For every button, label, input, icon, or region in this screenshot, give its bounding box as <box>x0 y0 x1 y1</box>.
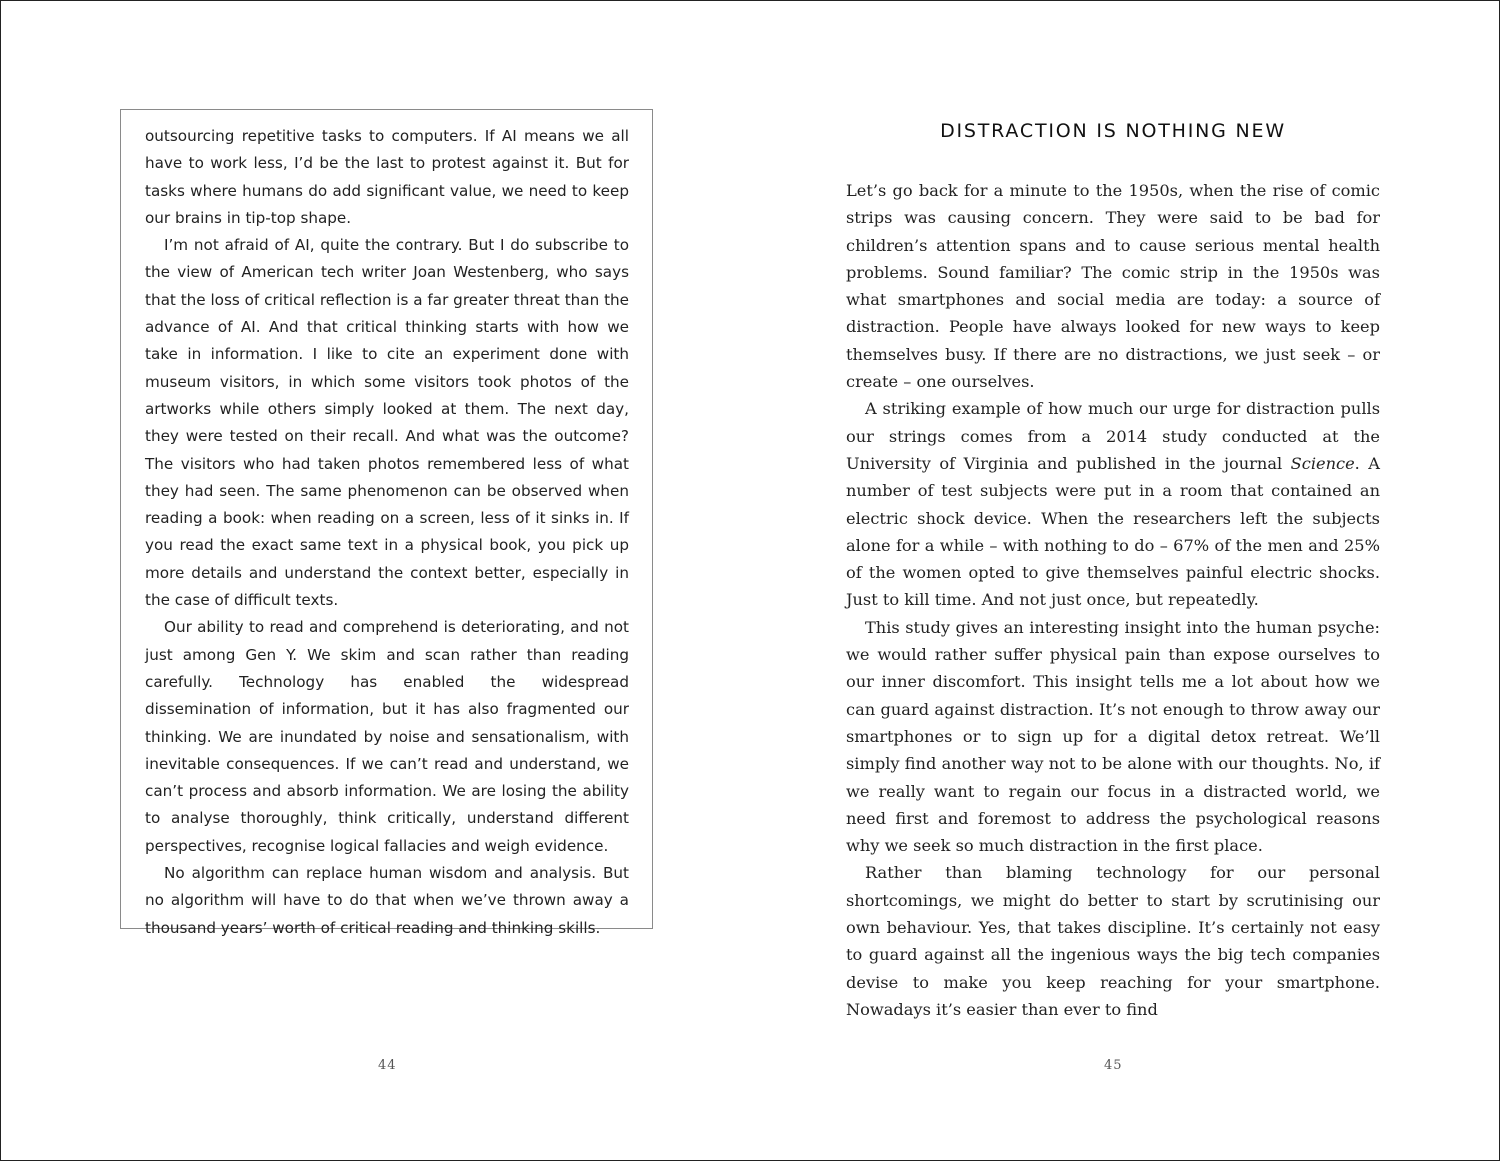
sidebar-text <box>145 123 629 942</box>
page-number-right: 45 <box>1104 1058 1123 1073</box>
body-paragraph-3: This study gives an interesting insight into the human psyche: we would rather suffer physical pain than expose ourselves to our inner discomfort. This insight tells me a lot about how we can guard against distraction. It’s not enough to throw away our smartphones or to sign up for a digital detox retreat. We’ll simply find another way not to be alone with our thoughts. No, if we really want to regain our focus in a distracted world, we need first and foremost to address the psychological reasons why we seek so much distraction in the first place. <box>846 617 1380 856</box>
sidebar-paragraph-2: I’m not afraid of AI, quite the contrary. But I do subscribe to the view of American tech writer Joan Westenberg, who says that the loss of critical reflection is a far greater threat than the advance of AI. And that critical thinking starts with how we take in information. I like to cite an experiment done with museum visitors, in which some visitors took photos of the artworks while others simply looked at them. The next day, they were tested on their recall. And what was the outcome? The visitors who had taken photos remembered less of what they had seen. The same phenomenon can be observed when reading a book: when reading on a screen, less of it sinks in. If you read the exact same text in a physical book, you pick up more details and understand the context better, especially in the case of difficult texts. <box>145 236 629 610</box>
sidebar-paragraph-1: outsourcing repetitive tasks to computers. If AI means we all have to work less, I’d be the last to protest against it. But for tasks where humans do add significant value, we need to keep our brains in tip-top shape. <box>145 127 629 227</box>
journal-name: Science <box>1290 453 1355 473</box>
body-paragraph-2 <box>846 395 1380 613</box>
sidebar-paragraph-4: No algorithm can replace human wisdom and analysis. But no algorithm will have to do that when we’ve thrown away a thousand years’ worth of critical reading and thinking skills. <box>145 864 629 937</box>
body-paragraph-4: Rather than blaming technology for our personal shortcomings, we might do better to start by scrutinising our own behaviour. Yes, that takes discipline. It’s certainly not easy to guard against all the ingenious ways the big tech companies devise to make you keep reaching for your smartphone. Nowadays it’s easier than ever to find <box>846 863 1380 1019</box>
chapter-heading: DISTRACTION IS NOTHING NEW <box>940 120 1286 142</box>
body-paragraph-2-end: . A number of test subjects were put in a room that contained an electric shock device. When the researchers left the subjects alone for a while – with nothing to do – 67% of the men and 25% of the women opted to give themselves painful electric shocks. Just to kill time. And not just once, but repeatedly. <box>846 453 1380 610</box>
body-text <box>846 177 1380 1023</box>
sidebar-paragraph-3: Our ability to read and comprehend is deteriorating, and not just among Gen Y. We skim and scan rather than reading carefully. Technology has enabled the widespread dissemination of information, but it has also fragmented our thinking. We are inundated by noise and sensationalism, with inevitable consequences. If we can’t read and understand, we can’t process and absorb information. We are losing the ability to analyse thoroughly, think critically, understand different perspectives, recognise logical fallacies and weigh evidence. <box>145 618 629 855</box>
body-paragraph-2-start: A striking example of how much our urge for distraction pulls our strings comes from a 2014 study conducted at the University of Virginia and published in the journal <box>846 399 1380 473</box>
page-number-left: 44 <box>378 1058 397 1073</box>
body-paragraph-1: Let’s go back for a minute to the 1950s, when the rise of comic strips was causing concern. They were said to be bad for children’s attention spans and to cause serious mental health problems. Sound familiar? The comic strip in the 1950s was what smartphones and social media are today: a source of distraction. People have always looked for new ways to keep themselves busy. If there are no distractions, we just seek – or create – one ourselves. <box>846 181 1380 392</box>
